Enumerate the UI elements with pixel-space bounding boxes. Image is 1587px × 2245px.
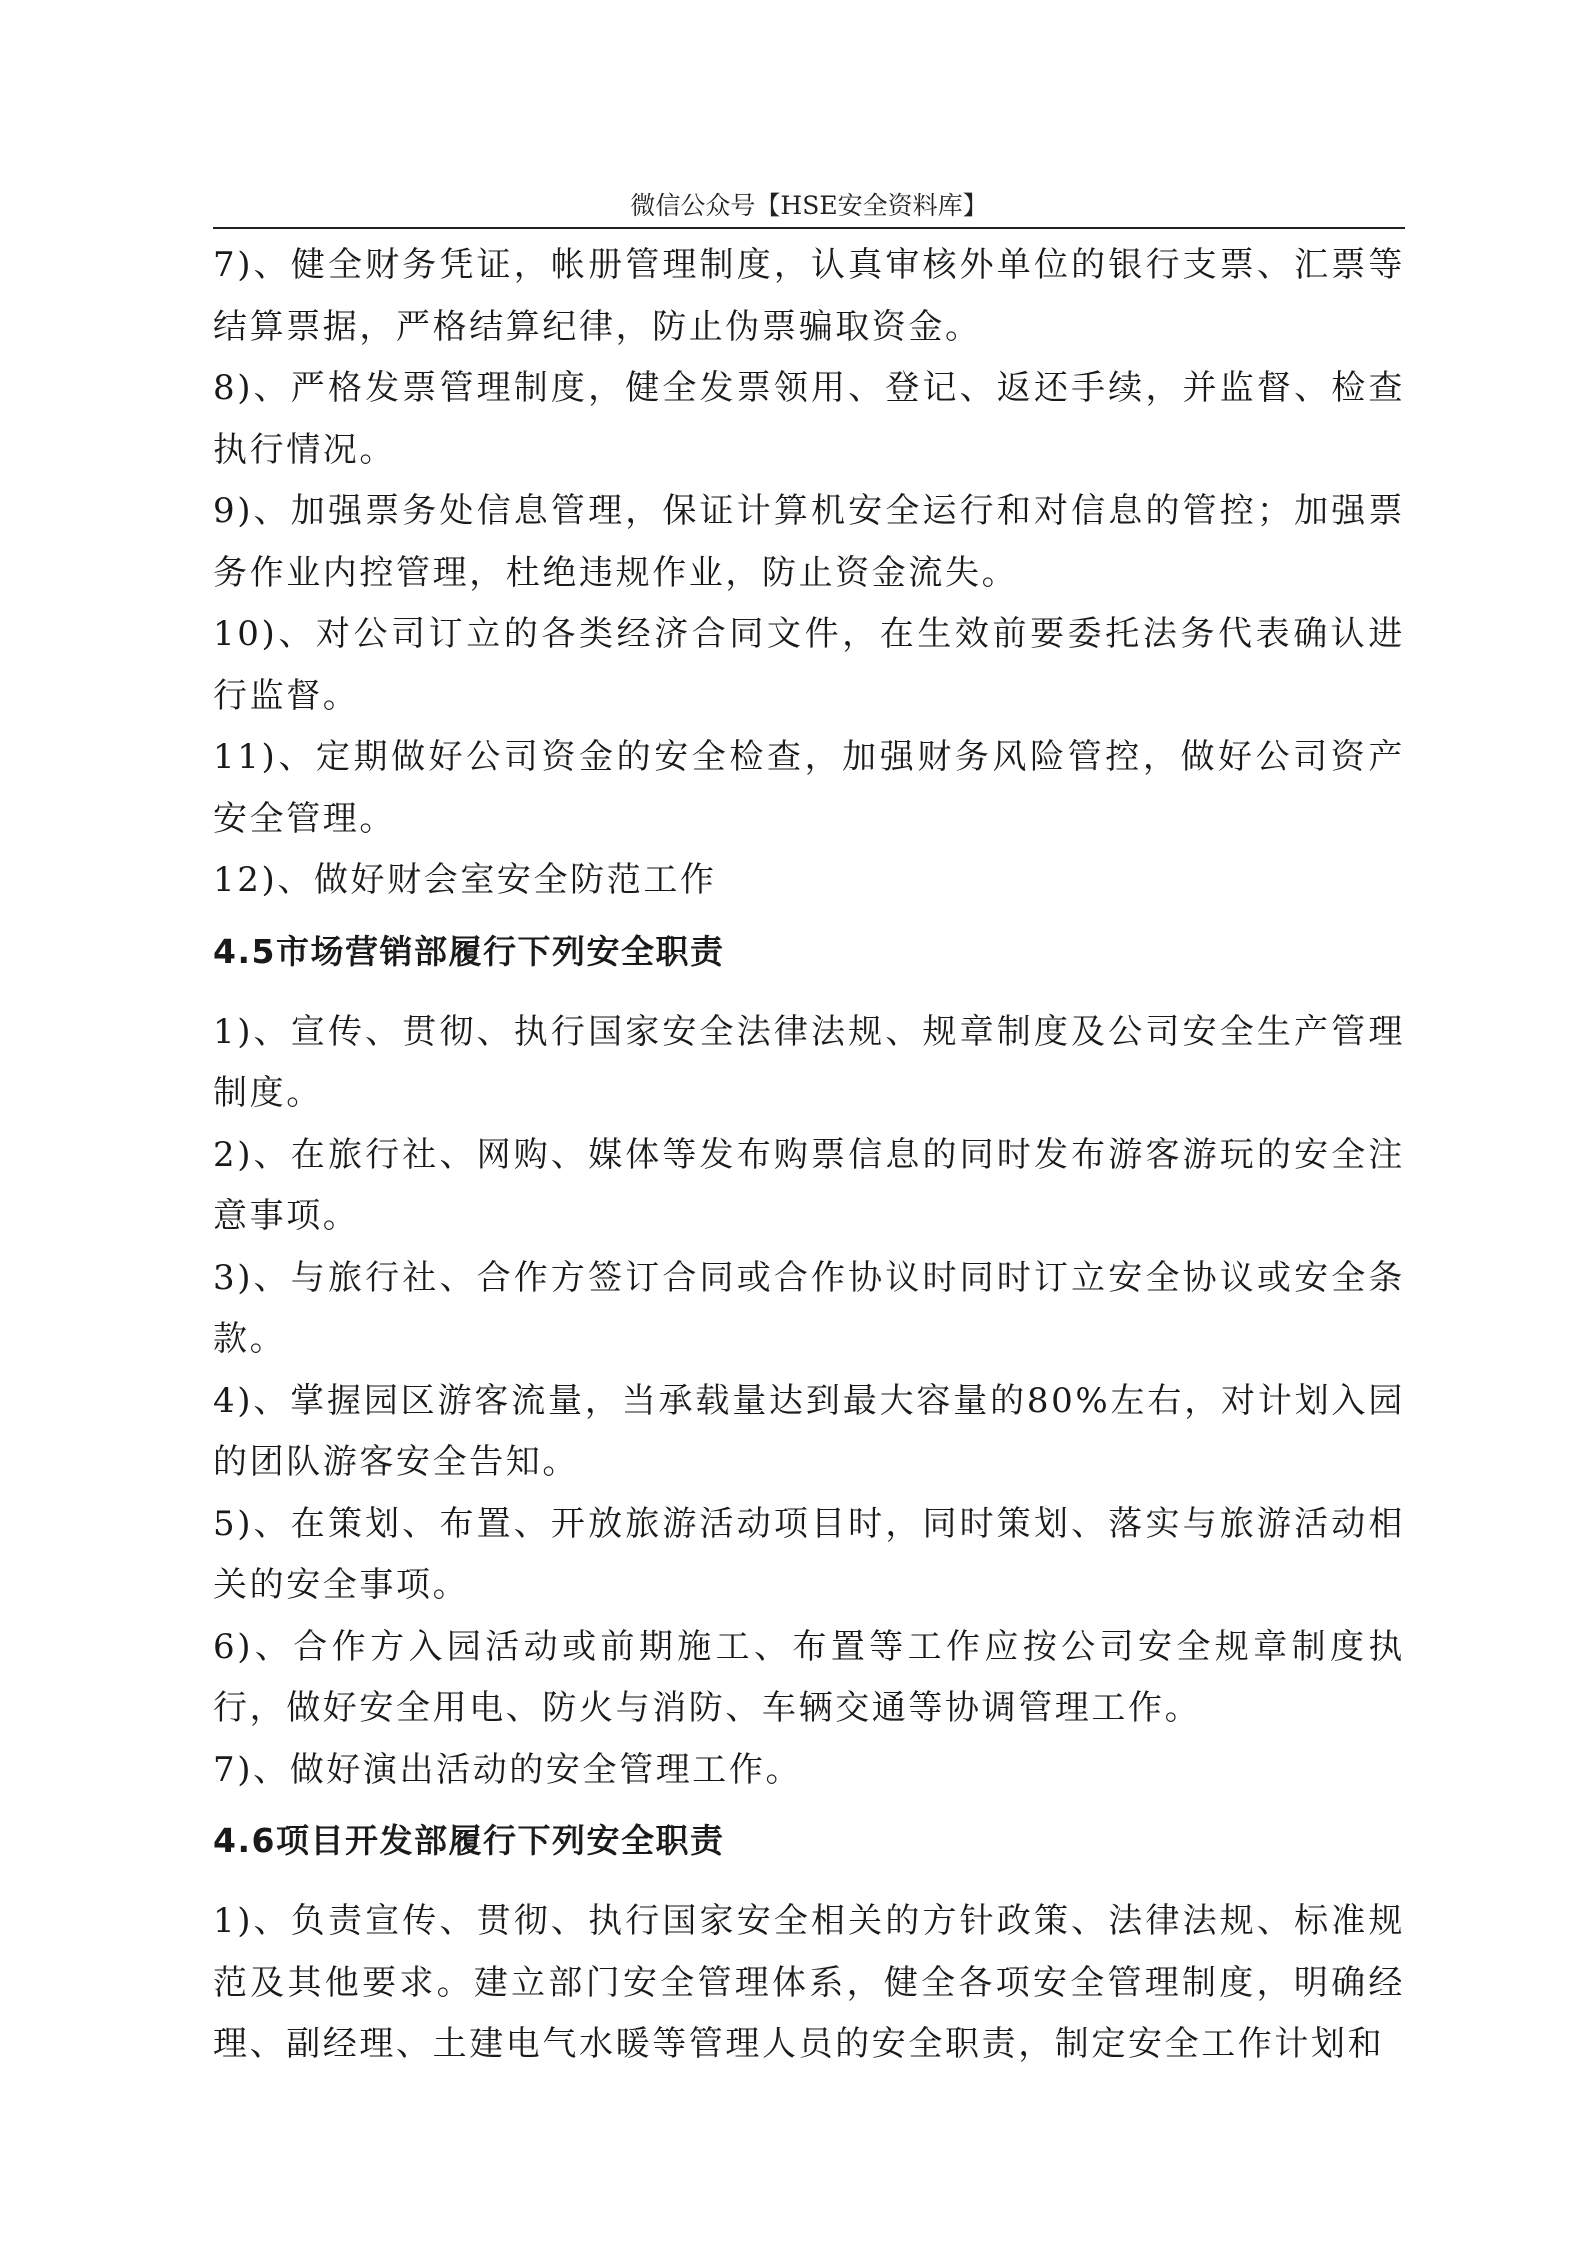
marketing-item-6: 6)、合作方入园活动或前期施工、布置等工作应按公司安全规章制度执行，做好安全用电、防火与消防、车辆交通等协调管理工作。: [213, 1626, 1405, 1728]
section-heading-project-development: 4.6项目开发部履行下列安全职责: [213, 1821, 725, 1860]
finance-item-11: 11)、定期做好公司资金的安全检查，加强财务风险管控，做好公司资产安全管理。: [213, 737, 1405, 839]
project-item-1: 1)、负责宣传、贯彻、执行国家安全相关的方针政策、法律法规、标准规范及其他要求。建立部门安全管理体系，健全各项安全管理制度，明确经理、副经理、土建电气水暖等管理人员的安全职责，制定安全工作计划和: [213, 1901, 1405, 2064]
marketing-item-3: 3)、与旅行社、合作方签订合同或合作协议时同时订立安全协议或安全条款。: [213, 1257, 1405, 1359]
marketing-item-2: 2)、在旅行社、网购、媒体等发布购票信息的同时发布游客游玩的安全注意事项。: [213, 1134, 1405, 1236]
marketing-item-7: 7)、做好演出活动的安全管理工作。: [213, 1749, 803, 1790]
finance-item-8: 8)、严格发票管理制度，健全发票领用、登记、返还手续，并监督、检查执行情况。: [213, 368, 1405, 470]
section-heading-marketing: 4.5市场营销部履行下列安全职责: [213, 931, 725, 971]
finance-item-10: 10)、对公司订立的各类经济合同文件，在生效前要委托法务代表确认进行监督。: [213, 614, 1405, 716]
finance-item-7: 7)、健全财务凭证，帐册管理制度，认真审核外单位的银行支票、汇票等结算票据，严格结算纪律，防止伪票骗取资金。: [213, 245, 1405, 347]
finance-item-12: 12)、做好财会室安全防范工作: [213, 860, 717, 900]
marketing-item-5: 5)、在策划、布置、开放旅游活动项目时，同时策划、落实与旅游活动相关的安全事项。: [213, 1503, 1405, 1605]
marketing-item-4: 4)、掌握园区游客流量，当承载量达到最大容量的80%左右，对计划入园的团队游客安全告知。: [213, 1380, 1405, 1482]
document-body: [213, 235, 1405, 2076]
finance-item-9: 9)、加强票务处信息管理，保证计算机安全运行和对信息的管控；加强票务作业内控管理，杜绝违规作业，防止资金流失。: [213, 491, 1405, 593]
marketing-item-1: 1)、宣传、贯彻、执行国家安全法律法规、规章制度及公司安全生产管理制度。: [213, 1011, 1405, 1113]
header-divider: [213, 227, 1405, 229]
page-header: 微信公众号【HSE安全资料库】: [630, 191, 988, 220]
